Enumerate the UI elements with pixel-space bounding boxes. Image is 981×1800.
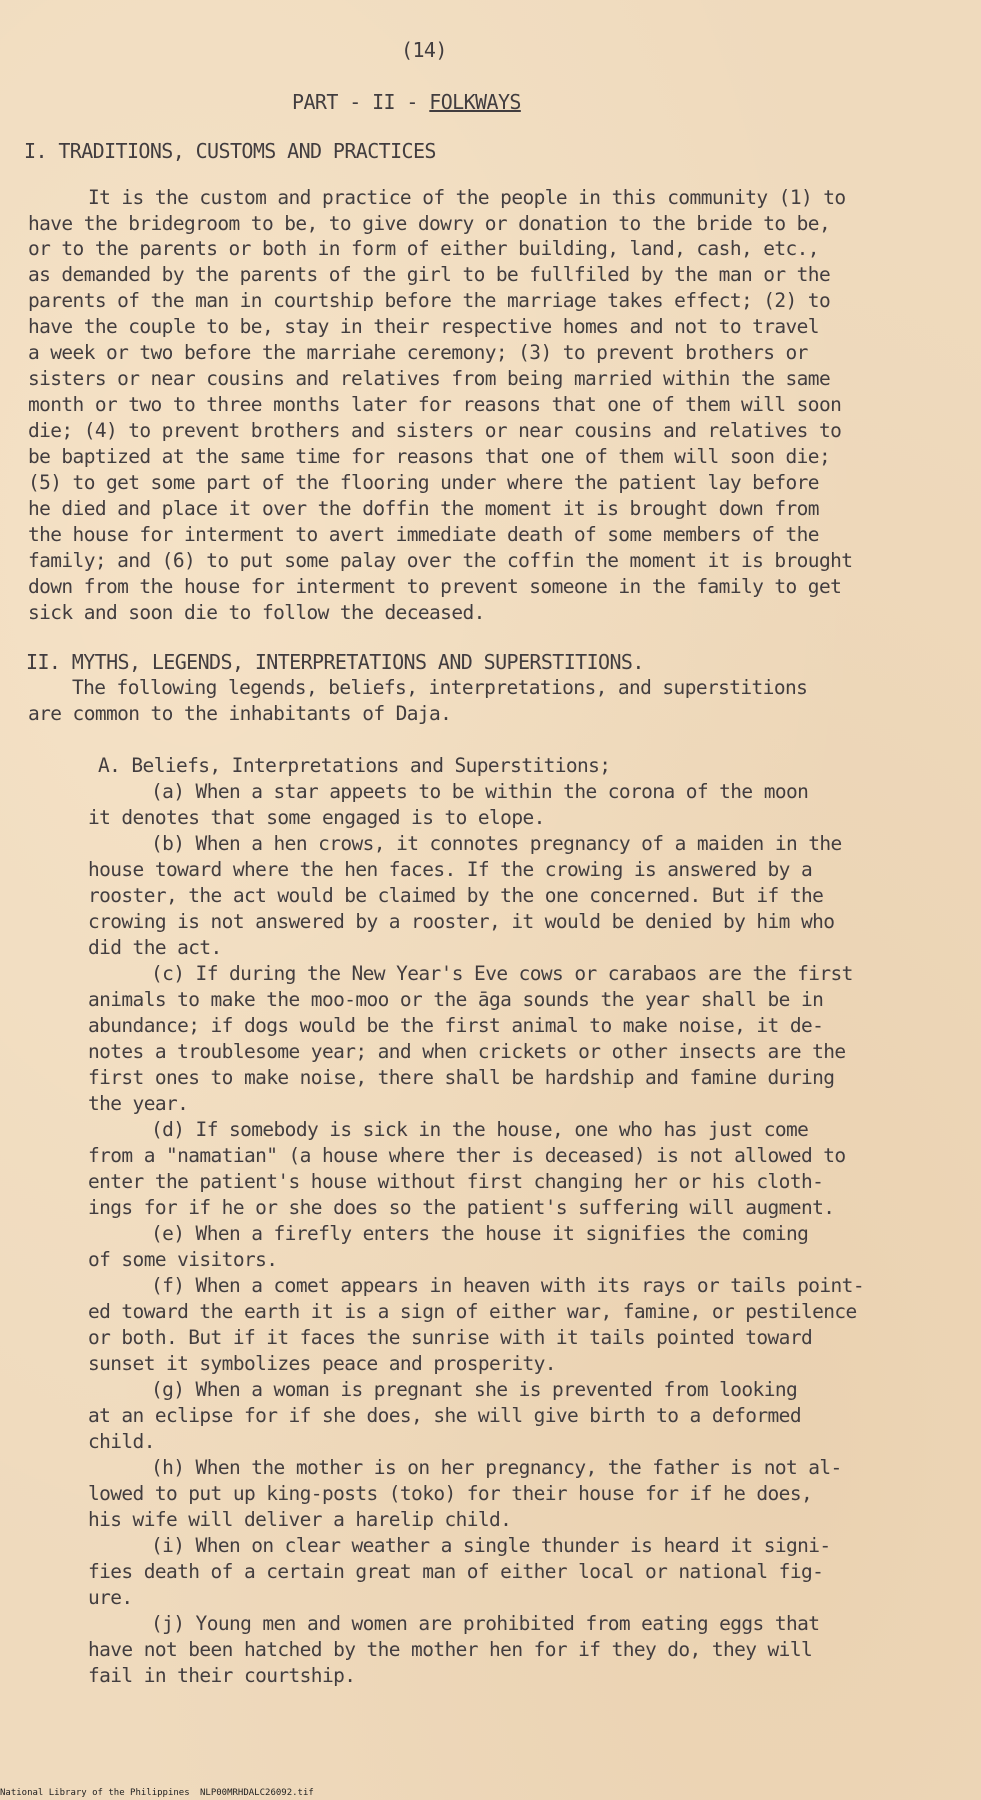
- section1-line: he died and place it over the doffin the moment it is brought down from: [28, 497, 819, 520]
- belief-line: at an eclipse for if she does, she will give birth to a deformed: [88, 1404, 801, 1427]
- belief-line: (d) If somebody is sick in the house, one who has just come: [151, 1118, 809, 1141]
- section1-line: a week or two before the marriahe ceremony; (3) to prevent brothers or: [28, 341, 808, 364]
- section1-line: as demanded by the parents of the girl to be fullfiled by the man or the: [28, 263, 831, 286]
- section1-line: down from the house for interment to prevent someone in the family to get: [28, 575, 842, 598]
- section1-line: the house for interment to avert immediate death of some members of the: [28, 523, 819, 546]
- belief-line: fail in their courtship.: [88, 1664, 356, 1687]
- footer-library: National Library of the Philippines: [0, 1788, 190, 1798]
- belief-line: lowed to put up king-posts (toko) for their house for if he does,: [88, 1482, 813, 1505]
- belief-line: it denotes that some engaged is to elope.: [88, 806, 545, 829]
- belief-line: did the act.: [88, 936, 222, 959]
- section1-line: sisters or near cousins and relatives from being married within the same: [28, 367, 831, 390]
- belief-line: (c) If during the New Year's Eve cows or carabaos are the first: [151, 962, 853, 985]
- belief-line: ure.: [88, 1586, 133, 1609]
- section1-line: month or two to three months later for reasons that one of them will soon: [28, 393, 842, 416]
- section1-line: have the couple to be, stay in their respective homes and not to travel: [28, 315, 819, 338]
- section1-line: sick and soon die to follow the deceased.: [28, 601, 485, 624]
- section2-intro-line: The following legends, beliefs, interpretations, and superstitions: [72, 676, 808, 699]
- belief-line: the year.: [88, 1092, 189, 1115]
- section1-line: be baptized at the same time for reasons that one of them will soon die;: [28, 445, 831, 468]
- section1-line: (5) to get some part of the flooring under where the patient lay before: [28, 471, 819, 494]
- belief-line: his wife will deliver a harelip child.: [88, 1508, 512, 1531]
- belief-line: notes a troublesome year; and when crickets or other insects are the: [88, 1040, 846, 1063]
- belief-line: sunset it symbolizes peace and prosperity.: [88, 1352, 556, 1375]
- part-title: [292, 90, 521, 114]
- belief-line: (e) When a firefly enters the house it signifies the coming: [151, 1222, 809, 1245]
- section1-heading: I. TRADITIONS, CUSTOMS AND PRACTICES: [24, 139, 436, 163]
- belief-line: animals to make the moo-moo or the āga sounds the year shall be in: [88, 988, 824, 1011]
- section1-line: family; and (6) to put some palay over the coffin the moment it is brought: [28, 549, 853, 572]
- belief-line: of some visitors.: [88, 1248, 278, 1271]
- belief-line: (f) When a comet appears in heaven with its rays or tails point-: [151, 1274, 864, 1297]
- belief-line: (h) When the mother is on her pregnancy, the father is not al-: [151, 1456, 842, 1479]
- belief-line: ings for if he or she does so the patient's suffering will augment.: [88, 1196, 835, 1219]
- belief-line: child.: [88, 1430, 155, 1453]
- belief-line: first ones to make noise, there shall be hardship and famine during: [88, 1066, 835, 1089]
- belief-line: enter the patient's house without first changing her or his cloth-: [88, 1170, 824, 1193]
- section1-line: parents of the man in courtship before the marriage takes effect; (2) to: [28, 289, 831, 312]
- belief-line: have not been hatched by the mother hen for if they do, they will: [88, 1638, 813, 1661]
- belief-line: crowing is not answered by a rooster, it would be denied by him who: [88, 910, 835, 933]
- belief-line: (g) When a woman is pregnant she is prevented from looking: [151, 1378, 798, 1401]
- part-title-folkways: FOLKWAYS: [429, 90, 521, 114]
- section1-line: It is the custom and practice of the people in this community (1) to: [88, 186, 846, 209]
- section1-line: have the bridegroom to be, to give dowry or donation to the bride to be,: [28, 212, 831, 235]
- section2-heading: II. MYTHS, LEGENDS, INTERPRETATIONS AND SUPERSTITIONS.: [26, 650, 644, 674]
- belief-line: from a "namatian" (a house where ther is deceased) is not allowed to: [88, 1144, 846, 1167]
- page-number: (14): [401, 38, 447, 62]
- belief-line: fies death of a certain great man of either local or national fig-: [88, 1560, 824, 1583]
- footer-file-id: NLP00MRHDALC26092.tif: [200, 1788, 314, 1798]
- belief-line: ed toward the earth it is a sign of either war, famine, or pestilence: [88, 1300, 857, 1323]
- part-title-prefix: PART - II -: [292, 90, 430, 114]
- belief-line: (b) When a hen crows, it connotes pregnancy of a maiden in the: [151, 832, 842, 855]
- section1-line: die; (4) to prevent brothers and sisters or near cousins and relatives to: [28, 419, 842, 442]
- belief-line: (i) When on clear weather a single thunder is heard it signi-: [151, 1534, 831, 1557]
- belief-line: (j) Young men and women are prohibited from eating eggs that: [151, 1612, 820, 1635]
- belief-line: (a) When a star appeets to be within the corona of the moon: [151, 780, 809, 803]
- section2-subheading: A. Beliefs, Interpretations and Superstitions;: [98, 754, 611, 777]
- belief-line: rooster, the act would be claimed by the one concerned. But if the: [88, 884, 824, 907]
- belief-line: abundance; if dogs would be the first animal to make noise, it de-: [88, 1014, 824, 1037]
- belief-line: or both. But if it faces the sunrise with it tails pointed toward: [88, 1326, 813, 1349]
- section2-intro-line: are common to the inhabitants of Daja.: [28, 702, 452, 725]
- belief-line: house toward where the hen faces. If the crowing is answered by a: [88, 858, 813, 881]
- section1-line: or to the parents or both in form of either building, land, cash, etc.,: [28, 237, 819, 260]
